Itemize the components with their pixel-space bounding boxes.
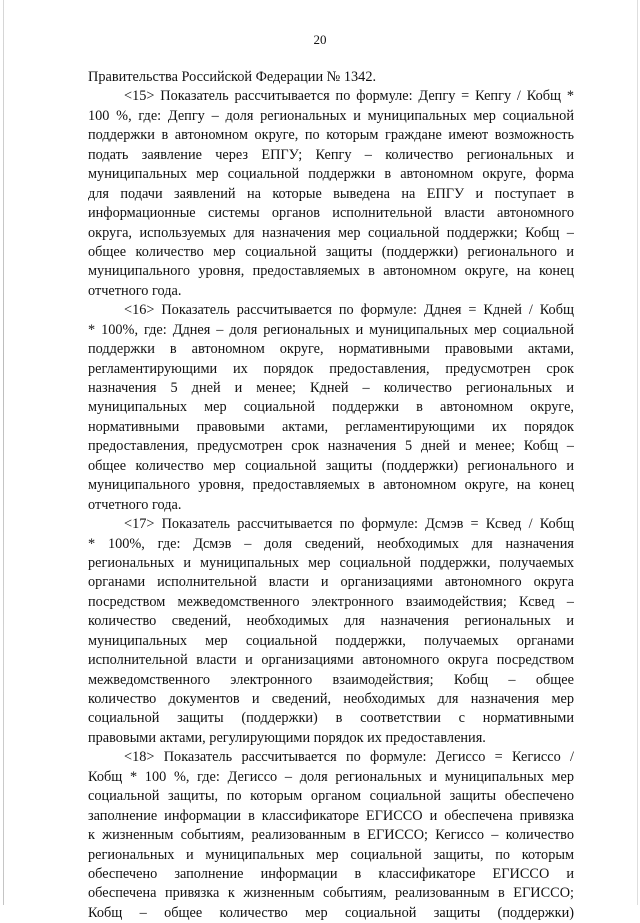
text-line: муниципальных мер социальной поддержки в автономном округе,: [88, 399, 574, 416]
text-line: отчетного года.: [88, 282, 182, 299]
text-line: заполнение информации в классификаторе ЕГИССО и обеспечена привязка: [88, 807, 574, 824]
text-line: правовыми актами, регулирующими порядок их предоставления.: [88, 729, 486, 746]
text-line: муниципального уровня, предоставляемых в автономном округе, на конец: [88, 477, 574, 494]
text-line: обеспечена привязка к жизненным событиям, реализованным в ЕГИССО;: [88, 885, 574, 902]
text-line: муниципальных мер социальной поддержки в автономном округе, форма: [88, 166, 574, 183]
text-line: отчетного года.: [88, 496, 182, 513]
text-line: региональных и муниципальных мер социальной защиты, по которым: [88, 846, 574, 863]
scan-edge-left: [3, 0, 4, 905]
text-line: посредством межведомственного электронного взаимодействия; Ксвед –: [88, 593, 574, 610]
text-line: для подачи заявлений на которые выведена на ЕПГУ и поступает в: [88, 185, 574, 202]
text-line: количество документов и сведений, необходимых для назначения мер: [88, 691, 574, 707]
text-line: предоставления, предусмотрен срок назначения 5 дней и менее; Кобщ –: [88, 438, 574, 455]
text-line: социальной защиты (поддержки) в соответствии с нормативными: [88, 710, 574, 727]
scan-edge-right: [637, 0, 638, 905]
document-body: [88, 68, 574, 923]
text-line: назначения 5 дней и менее; Кдней – количество региональных и: [88, 380, 574, 396]
text-line: муниципального уровня, предоставляемых в автономном округе, на конец: [88, 263, 574, 280]
text-line: общее количество мер социальной защиты (поддержки) регионального и: [88, 243, 574, 260]
text-line: Кобщ – общее количество мер социальной защиты (поддержки): [88, 904, 574, 921]
text-line: подать заявление через ЕПГУ; Кепгу – количество региональных и: [88, 146, 574, 163]
text-line: <17> Показатель рассчитывается по формуле: Дсмэв = Ксвед / Кобщ: [124, 516, 574, 533]
text-line: округа, используемых для назначения мер социальной поддержки; Кобщ –: [88, 224, 574, 241]
text-line: к жизненным событиям, реализованным в ЕГИССО; Кегиссо – количество: [88, 827, 574, 844]
text-line: регламентирующими их порядок предоставления, предусмотрен срок: [88, 360, 574, 377]
text-line: поддержки в автономном округе, нормативными правовыми актами,: [88, 341, 574, 358]
page-number: 20: [313, 32, 327, 47]
text-line: нормативными правовыми актами, регламентирующими их порядок: [88, 418, 574, 435]
text-line: <15> Показатель рассчитывается по формуле: Депгу = Кепгу / Кобщ *: [124, 88, 574, 105]
text-line: муниципальных мер социальной поддержки, получаемых органами: [88, 632, 574, 649]
text-line: Правительства Российской Федерации № 1342.: [88, 69, 377, 85]
text-line: межведомственного электронного взаимодействия; Кобщ – общее: [88, 671, 574, 688]
text-line: <18> Показатель рассчитывается по формуле: Дегиссо = Кегиссо /: [124, 749, 574, 766]
text-line: социальной защиты, по которым органом социальной защиты обеспечено: [88, 788, 574, 805]
text-line: количество сведений, необходимых для назначения региональных и: [88, 613, 574, 630]
text-line: общее количество мер социальной защиты (поддержки) регионального и: [88, 457, 574, 474]
text-line: исполнительной власти и организациями автономного округа посредством: [88, 652, 574, 669]
text-line: информационные системы органов исполнительной власти автономного: [88, 205, 574, 222]
text-line: <16> Показатель рассчитывается по формуле: Дднея = Кдней / Кобщ: [124, 302, 574, 319]
text-line: * 100%, где: Дсмэв – доля сведений, необходимых для назначения: [88, 535, 574, 552]
text-line: обеспечено заполнение информации в классификаторе ЕГИССО и: [88, 865, 574, 882]
text-line: поддержки в автономном округе, по которым граждане имеют возможность: [88, 127, 574, 144]
text-line: * 100%, где: Дднея – доля региональных и муниципальных мер социальной: [88, 321, 574, 338]
text-line: Кобщ * 100 %, где: Дегиссо – доля региональных и муниципальных мер: [88, 768, 574, 785]
text-line: 100 %, где: Депгу – доля региональных и муниципальных мер социальной: [88, 107, 574, 124]
text-line: региональных и муниципальных мер социальной поддержки, получаемых: [88, 554, 574, 571]
text-line: органами исполнительной власти и организациями автономного округа: [88, 574, 574, 591]
